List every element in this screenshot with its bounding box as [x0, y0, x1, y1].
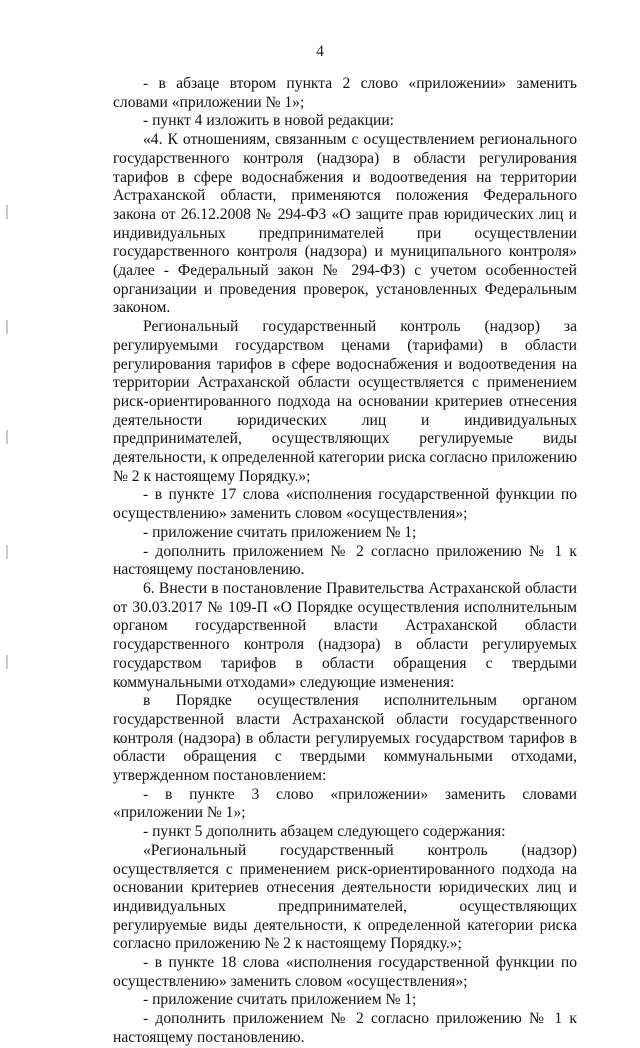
- paragraph: - приложение считать приложением № 1;: [143, 991, 417, 1009]
- document-body: [113, 75, 577, 1048]
- paragraph: - пункт 4 изложить в новой редакции:: [143, 112, 395, 130]
- paragraph: - пункт 5 дополнить абзацем следующего содержания:: [143, 823, 506, 841]
- paragraph: в Порядке осуществления исполнительным органом государственной власти Астраханской области государственного контроля (надзора) в области регулируемых государством тарифов в области обращения с твердыми коммунальными отходами, утвержденном постановлением:: [113, 692, 577, 785]
- paragraph: «4. К отношениям, связанным с осуществлением регионального государственного контроля (надзора) в области регулирования тарифов в сфере водоснабжения и водоотведения на территории Астраханской области, применяются положения Федерального закона от 26.12.2008 № 294-ФЗ «О защите прав юридических лиц и индивидуальных предпринимателей при осуществлении государственного контроля (надзора) и муниципального контроля» (далее - Федеральный закон № 294-ФЗ) с учетом особенностей организации и проведения проверок, установленных Федеральным законом.: [113, 131, 577, 317]
- paragraph: - в пункте 17 слова «исполнения государственной функции по осуществлению» заменить словом «осуществления»;: [113, 486, 577, 523]
- margin-mark: [6, 320, 8, 334]
- paragraph: 6. Внести в постановление Правительства Астраханской области от 30.03.2017 № 109-П «О Порядке осуществления исполнительным органом государственной власти Астраханской области государственного контроля (надзора) в области регулируемых государством тарифов в области обращения с твердыми коммунальными отходами» следующие изменения:: [113, 579, 577, 691]
- paragraph: - дополнить приложением № 2 согласно приложению № 1 к настоящему постановлению.: [113, 542, 577, 579]
- margin-mark: [6, 655, 8, 669]
- margin-mark: [6, 430, 8, 444]
- page-number: 4: [316, 43, 324, 60]
- paragraph: - в пункте 3 слово «приложении» заменить словами «приложении № 1»;: [113, 785, 577, 822]
- margin-mark: [6, 205, 8, 219]
- paragraph: Региональный государственный контроль (надзор) за регулируемыми государством ценами (тарифами) в области регулирования тарифов в сфере водоснабжения и водоотведения на территории Астраханской области осуществляется с применением риск-ориентированного подхода на основании критериев отнесения деятельности юридических лиц и индивидуальных предпринимателей, осуществляющих регулируемые виды деятельности, к определенной категории риска согласно приложению № 2 к настоящему Порядку.»;: [113, 318, 577, 485]
- paragraph: - в абзаце втором пункта 2 слово «приложении» заменить словами «приложении № 1»;: [113, 75, 577, 111]
- paragraph: - в пункте 18 слова «исполнения государственной функции по осуществлению» заменить словом «осуществления»;: [113, 954, 577, 990]
- margin-mark: [6, 545, 8, 559]
- paragraph: «Региональный государственный контроль (надзор) осуществляется с применением риск-ориентированного подхода на основании критериев отнесения деятельности юридических лиц и индивидуальных предпринимателей, осуществляющих регулируемые виды деятельности, к определенной категории риска согласно приложению № 2 к настоящему Порядку.»;: [113, 841, 577, 953]
- paragraph: - приложение считать приложением № 1;: [143, 523, 417, 541]
- paragraph: - дополнить приложением № 2 согласно приложению № 1 к настоящему постановлению.: [113, 1010, 577, 1046]
